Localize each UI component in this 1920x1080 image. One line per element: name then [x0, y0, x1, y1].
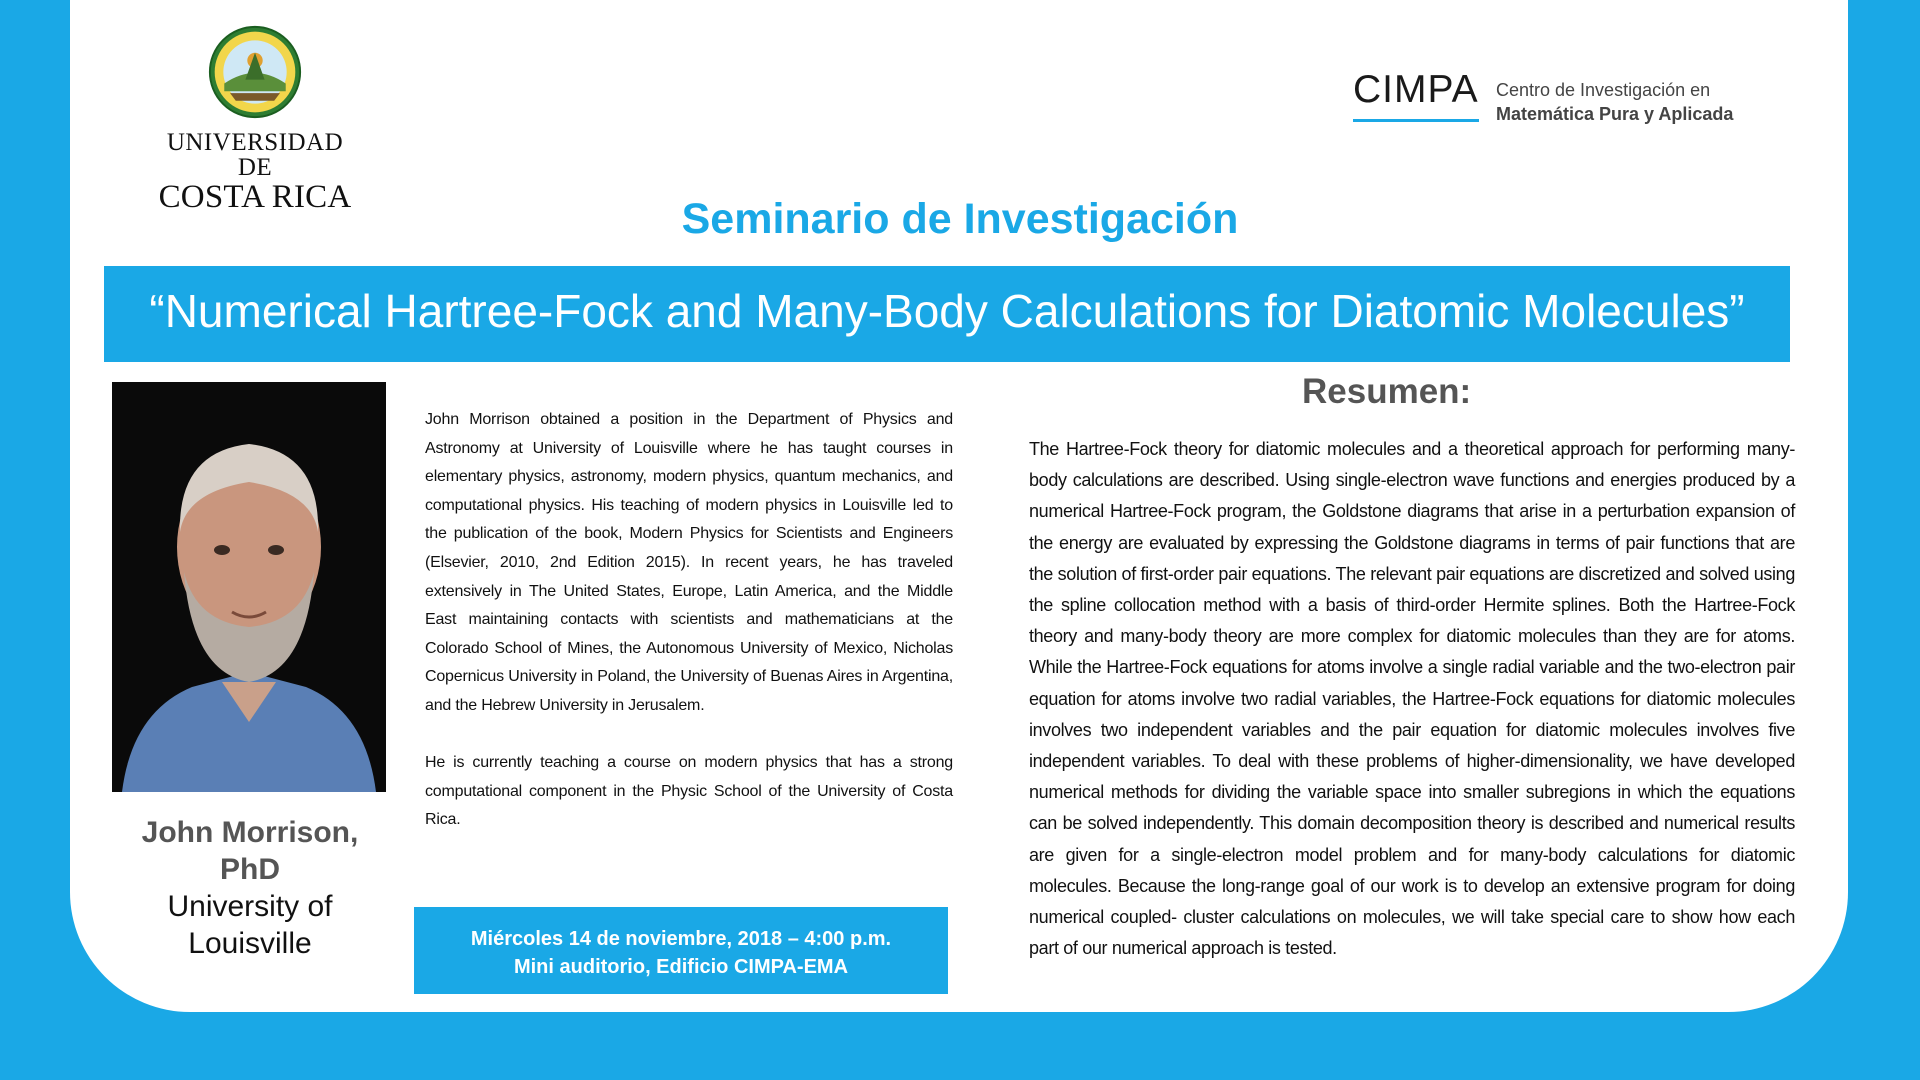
speaker-photo	[112, 382, 386, 792]
cimpa-underline	[1353, 119, 1479, 122]
speaker-portrait-icon	[112, 382, 386, 792]
ucr-seal-icon	[207, 24, 303, 120]
speaker-bio	[425, 406, 953, 835]
ucr-name-line1: UNIVERSIDAD DE	[166, 129, 344, 181]
cimpa-full-name-line1: Centro de Investigación en	[1496, 80, 1711, 100]
event-date: Miércoles 14 de noviembre, 2018 – 4:00 p.m.	[470, 928, 892, 950]
event-place: Mini auditorio, Edificio CIMPA-EMA	[513, 956, 849, 978]
bio-paragraph-2: He is currently teaching a course on modern physics that has a strong computational component in the Physic School of the University of Costa Rica.	[425, 754, 953, 829]
abstract-text: The Hartree-Fock theory for diatomic molecules and a theoretical approach for performing many-body calculations are described. Using single-electron wave functions and energies produced by a numerical Hartree-Fock program, the Goldstone diagrams that arise in a perturbation expansion of the energy are evaluated by expressing the Goldstone diagrams in terms of pair functions that are the solution of first-order pair equations. The relevant pair equations are discretized and solved using the spline collocation method with a basis of third-order Hermite splines. Both the Hartree-Fock theory and many-body theory are more complex for diatomic molecules than they are for atoms. While the Hartree-Fock equations for atoms involve a single radial variable and the two-electron pair equation for atoms involve two radial variables, the Hartree-Fock equations for diatomic molecules involves two independent variables and the pair equation for diatomic molecules involves five independent variables. To deal with these problems of higher-dimensionality, we have developed numerical methods for dividing the variable space into smaller subregions in which the equations can be solved independently. This domain decomposition theory is described and numerical results are given for a single-electron model problem and for many-body calculations for diatomic molecules. Because the long-range goal of our work is to develop an extensive program for doing numerical coupled- cluster calculations on molecules, we will take special care to show how each part of our numerical approach is tested.	[1029, 439, 1795, 959]
talk-title: “Numerical Hartree-Fock and Many-Body Calculations for Diatomic Molecules”	[149, 285, 1745, 337]
speaker-name-line1: John Morrison,	[141, 816, 359, 849]
seminar-heading: Seminario de Investigación	[681, 195, 1239, 243]
speaker-name-line2: PhD	[220, 853, 280, 886]
event-info-box	[414, 907, 948, 994]
speaker-name	[108, 814, 392, 888]
speaker-affiliation	[108, 888, 392, 962]
speaker-affiliation-line2: Louisville	[188, 927, 312, 960]
ucr-name-line2: COSTA RICA	[158, 179, 352, 215]
cimpa-abbr: CIMPA	[1353, 68, 1479, 111]
talk-title-bar	[104, 266, 1790, 362]
ucr-logo	[150, 24, 360, 215]
speaker-affiliation-line1: University of	[167, 890, 333, 923]
cimpa-full-name-line2: Matemática Pura y Aplicada	[1496, 104, 1734, 124]
bio-paragraph-1: John Morrison obtained a position in the Department of Physics and Astronomy at University of Louisville where he has taught courses in elementary physics, astronomy, modern physics, quantum mechanics, and computational physics. His teaching of modern physics in Louisville led to the publication of the book, Modern Physics for Scientists and Engineers (Elsevier, 2010, 2nd Edition 2015). In recent years, he has traveled extensively in The United States, Europe, Latin America, and the Middle East maintaining contacts with scientists and mathematicians at the Colorado School of Mines, the Autonomous University of Mexico, Nicholas Copernicus University in Poland, the University of Buenas Aires in Argentina, and the Hebrew University in Jerusalem.	[425, 411, 953, 714]
abstract-heading: Resumen:	[1302, 372, 1472, 411]
